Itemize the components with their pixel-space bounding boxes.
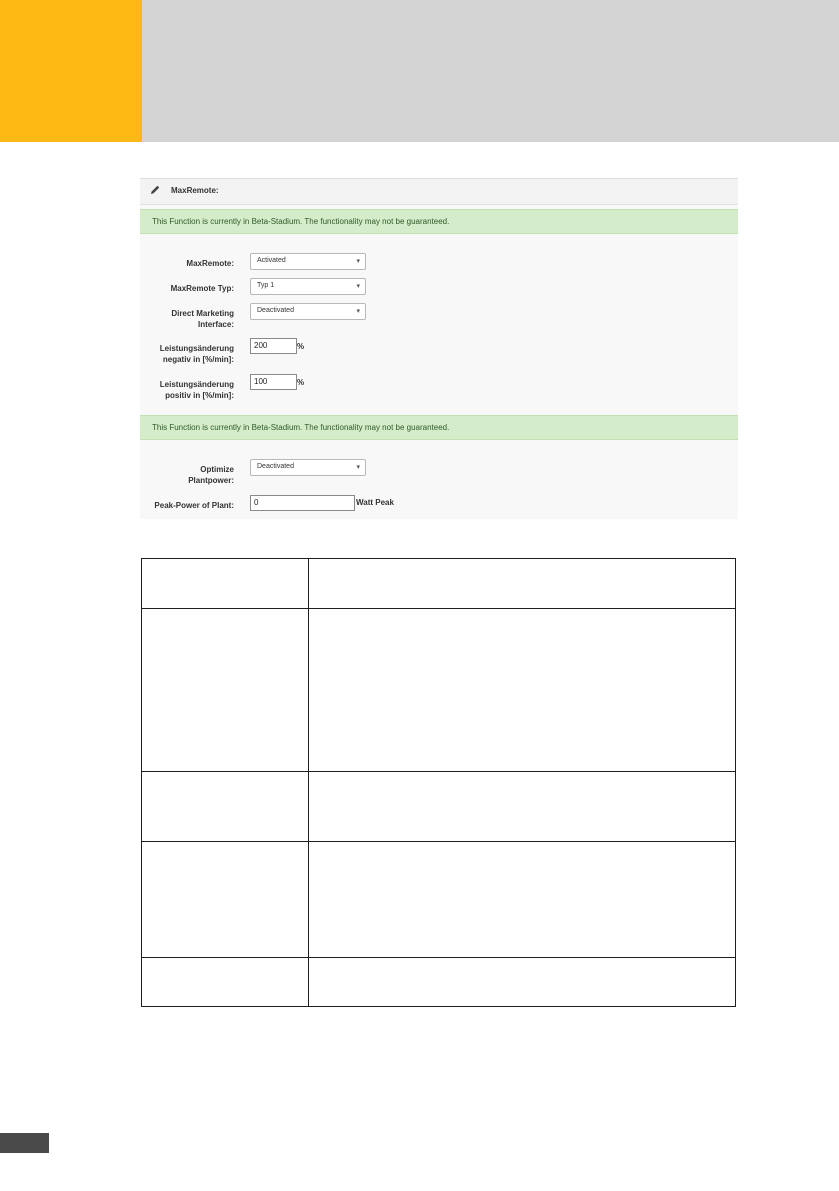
leistung-negativ-unit: % [297,342,305,351]
panel-header [140,179,738,205]
chevron-down-icon: ▾ [356,308,360,315]
leistung-positiv-input[interactable] [250,374,297,390]
maxremote-value: Activated [257,257,286,264]
optimize-plantpower-select[interactable] [250,459,366,476]
table-cell [142,958,309,1007]
maxremote-label: MaxRemote: [186,259,234,268]
panel-title: MaxRemote: [171,186,219,195]
peak-power-value: 0 [254,498,259,507]
leistung-positiv-label-line2: positiv in [%/min]: [165,391,234,400]
chevron-down-icon: ▾ [356,464,360,471]
leistung-positiv-label [140,379,234,401]
optimize-plantpower-value: Deactivated [257,463,294,470]
peak-power-label: Peak-Power of Plant: [154,501,234,510]
direct-marketing-select[interactable] [250,303,366,320]
maxremote-typ-label: MaxRemote Typ: [170,284,234,293]
optimize-plantpower-label [140,464,234,486]
direct-marketing-label-line2: Interface: [197,320,234,329]
table-cell [309,559,736,609]
maxremote-typ-value: Typ 1 [257,282,275,289]
beta-notice [140,415,738,440]
direct-marketing-label [140,308,234,330]
chevron-down-icon: ▾ [356,258,360,265]
table-cell [309,772,736,842]
beta-notice [140,209,738,234]
page-number-bar [0,1133,49,1153]
peak-power-input[interactable] [250,495,355,511]
table-cell [309,842,736,958]
parameter-table [141,558,736,1007]
leistung-negativ-input[interactable] [250,338,297,354]
direct-marketing-label-line1: Direct Marketing [171,309,234,318]
pencil-icon[interactable] [149,184,161,196]
maxremote-typ-select[interactable] [250,278,366,295]
peak-power-unit: Watt Peak [356,498,394,507]
chevron-down-icon: ▾ [356,283,360,290]
maxremote-select[interactable] [250,253,366,270]
table-row [142,559,736,609]
optimize-plantpower-label-line2: Plantpower: [188,476,234,485]
table-row [142,842,736,958]
table-cell [309,609,736,772]
optimize-plantpower-label-line1: Optimize [200,465,234,474]
table-row [142,958,736,1007]
leistung-negativ-label [140,343,234,365]
leistung-positiv-value: 100 [254,377,268,386]
header-accent-block [0,0,142,142]
direct-marketing-value: Deactivated [257,307,294,314]
table-row [142,772,736,842]
maxremote-settings-panel [140,178,738,519]
table-cell [309,958,736,1007]
leistung-negativ-label-line1: Leistungsänderung [159,344,234,353]
header-band [142,0,839,142]
leistung-positiv-label-line1: Leistungsänderung [159,380,234,389]
leistung-negativ-value: 200 [254,341,268,350]
beta-notice-text: This Function is currently in Beta-Stadium. The functionality may not be guaranteed. [152,217,450,226]
table-cell [142,609,309,772]
beta-notice-text: This Function is currently in Beta-Stadium. The functionality may not be guaranteed. [152,423,450,432]
table-row [142,609,736,772]
leistung-negativ-label-line2: negativ in [%/min]: [162,355,234,364]
leistung-positiv-unit: % [297,378,305,387]
table-cell [142,559,309,609]
table-cell [142,842,309,958]
table-cell [142,772,309,842]
